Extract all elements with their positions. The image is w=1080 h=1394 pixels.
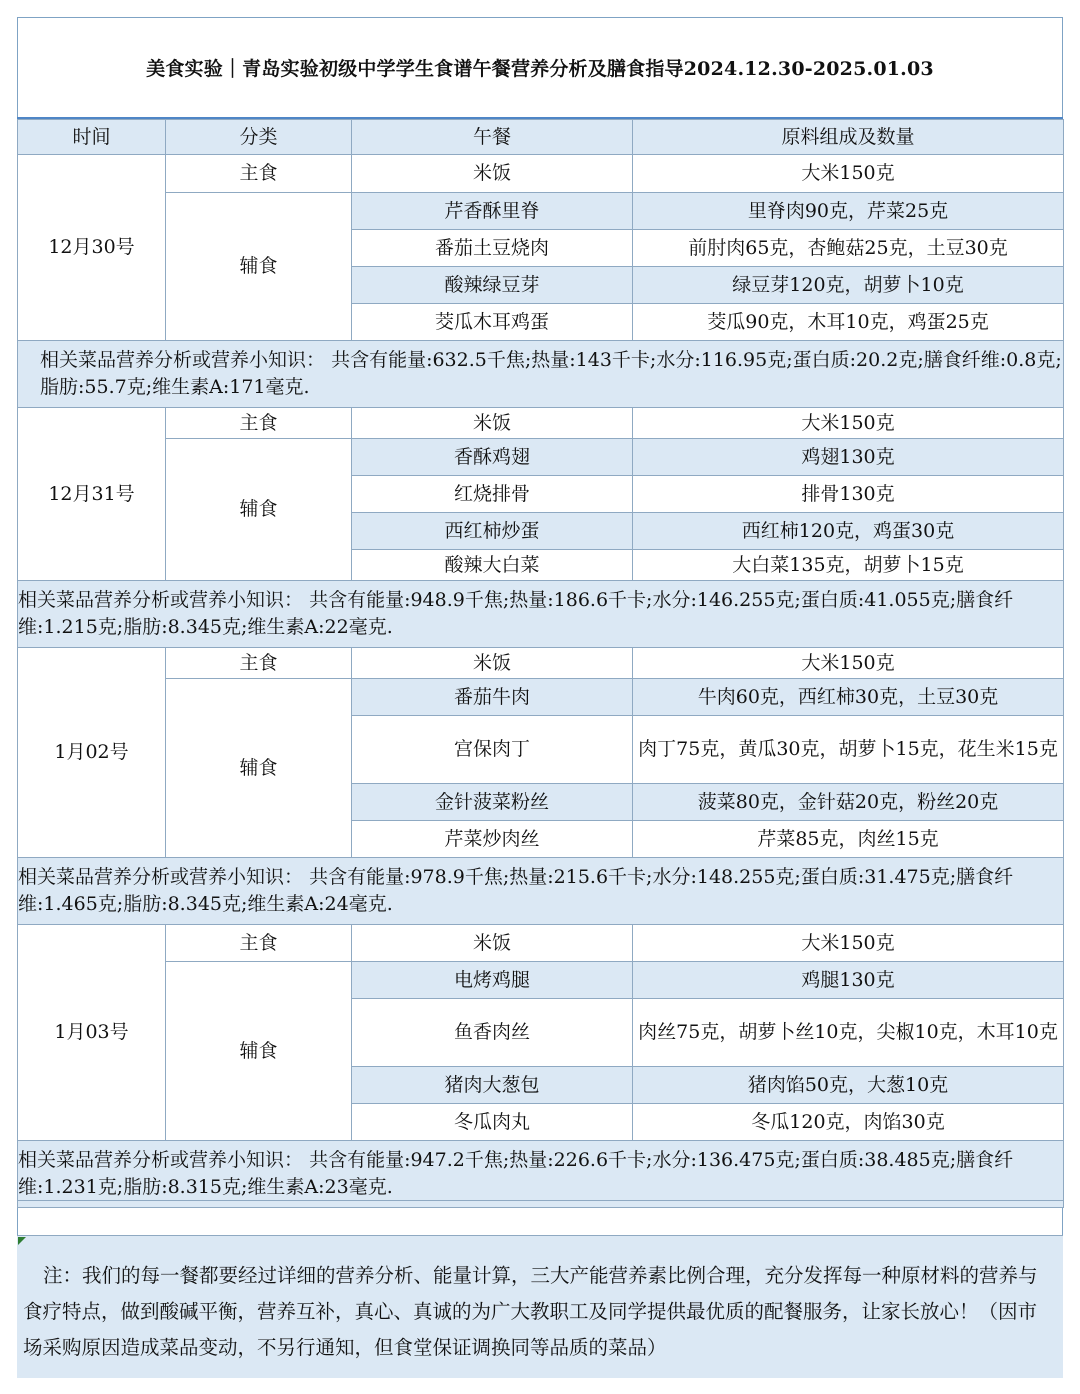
dish-cell: 番茄牛肉 [352, 679, 633, 716]
nutrition-note-row [18, 341, 1064, 408]
table-header-row [18, 120, 1064, 155]
dish-cell: 冬瓜肉丸 [352, 1104, 633, 1141]
dish-cell: 芹香酥里脊 [352, 193, 633, 230]
dish-cell: 米饭 [352, 648, 633, 679]
nutrition-note [18, 1141, 1064, 1208]
header-category: 分类 [166, 120, 352, 155]
ingredients-cell: 鸡翅130克 [633, 439, 1064, 476]
ingredients-cell: 菠菜80克，金针菇20克，粉丝20克 [633, 784, 1064, 821]
page-title: 美食实验｜青岛实验初级中学学生食谱午餐营养分析及膳食指导2024.12.30-2025.01.03 [146, 58, 934, 80]
ingredients-cell: 西红柿120克，鸡蛋30克 [633, 513, 1064, 550]
ingredients-cell: 前肘肉65克，杏鲍菇25克，土豆30克 [633, 230, 1064, 267]
header-lunch: 午餐 [352, 120, 633, 155]
ingredients-cell: 鸡腿130克 [633, 962, 1064, 999]
side-row [18, 193, 1064, 230]
ingredients-cell: 大米150克 [633, 408, 1064, 439]
comment-marker-icon [18, 1237, 26, 1245]
dish-cell: 米饭 [352, 155, 633, 193]
date-cell: 12月31号 [18, 408, 166, 581]
ingredients-cell: 大白菜135克，胡萝卜15克 [633, 550, 1064, 581]
category-cell: 辅食 [166, 679, 352, 858]
nutrition-note-label: 相关菜品营养分析或营养小知识： [18, 1149, 304, 1171]
nutrition-note-label: 相关菜品营养分析或营养小知识： [18, 866, 304, 888]
dish-cell: 宫保肉丁 [352, 716, 633, 784]
ingredients-cell: 芹菜85克，肉丝15克 [633, 821, 1064, 858]
nutrition-note-text: 共含有能量:948.9千焦;热量:186.6千卡;水分:146.255克;蛋白质:41.055克;膳食纤维:1.215克;脂肪:8.345克;维生素A:22毫克. [18, 589, 1014, 638]
dish-cell: 电烤鸡腿 [352, 962, 633, 999]
date-cell: 12月30号 [18, 155, 166, 341]
nutrition-note-text: 共含有能量:978.9千焦;热量:215.6千卡;水分:148.255克;蛋白质:31.475克;膳食纤维:1.465克;脂肪:8.345克;维生素A:24毫克. [18, 866, 1014, 915]
nutrition-note [18, 858, 1064, 925]
ingredients-cell: 大米150克 [633, 925, 1064, 962]
nutrition-note-label: 相关菜品营养分析或营养小知识： [40, 349, 326, 371]
dish-cell: 香酥鸡翅 [352, 439, 633, 476]
category-cell: 主食 [166, 648, 352, 679]
dish-cell: 茭瓜木耳鸡蛋 [352, 304, 633, 341]
nutrition-note [18, 581, 1064, 648]
date-cell: 1月02号 [18, 648, 166, 858]
dish-cell: 番茄土豆烧肉 [352, 230, 633, 267]
nutrition-note-row [18, 858, 1064, 925]
staple-row [18, 648, 1064, 679]
staple-row [18, 925, 1064, 962]
ingredients-cell: 大米150克 [633, 155, 1064, 193]
ingredients-cell: 肉丁75克，黄瓜30克，胡萝卜15克，花生米15克 [633, 716, 1064, 784]
dish-cell: 芹菜炒肉丝 [352, 821, 633, 858]
ingredients-cell: 大米150克 [633, 648, 1064, 679]
staple-row [18, 155, 1064, 193]
ingredients-cell: 冬瓜120克，肉馅30克 [633, 1104, 1064, 1141]
category-cell: 主食 [166, 408, 352, 439]
category-cell: 辅食 [166, 439, 352, 581]
date-cell: 1月03号 [18, 925, 166, 1141]
dish-cell: 鱼香肉丝 [352, 999, 633, 1067]
dish-cell: 红烧排骨 [352, 476, 633, 513]
side-row [18, 962, 1064, 999]
ingredients-cell: 绿豆芽120克，胡萝卜10克 [633, 267, 1064, 304]
category-cell: 主食 [166, 155, 352, 193]
dish-cell: 金针菠菜粉丝 [352, 784, 633, 821]
side-row [18, 439, 1064, 476]
nutrition-note-label: 相关菜品营养分析或营养小知识： [18, 589, 304, 611]
menu-table [17, 119, 1064, 1208]
nutrition-note-row [18, 581, 1064, 648]
staple-row [18, 408, 1064, 439]
dish-cell: 西红柿炒蛋 [352, 513, 633, 550]
dish-cell: 米饭 [352, 925, 633, 962]
dish-cell: 米饭 [352, 408, 633, 439]
footer-note: 注：我们的每一餐都要经过详细的营养分析、能量计算，三大产能营养素比例合理，充分发挥每一种原材料的营养与食疗特点，做到酸碱平衡，营养互补，真心、真诚的为广大教职工及同学提供最优质的配餐服务，让家长放心！（因市场采购原因造成菜品变动，不另行通知，但食堂保证调换同等品质的菜品） [17, 1236, 1063, 1378]
ingredients-cell: 茭瓜90克，木耳10克，鸡蛋25克 [633, 304, 1064, 341]
ingredients-cell: 牛肉60克，西红柿30克，土豆30克 [633, 679, 1064, 716]
ingredients-cell: 猪肉馅50克，大葱10克 [633, 1067, 1064, 1104]
category-cell: 主食 [166, 925, 352, 962]
ingredients-cell: 排骨130克 [633, 476, 1064, 513]
nutrition-note-row [18, 1141, 1064, 1208]
dish-cell: 酸辣绿豆芽 [352, 267, 633, 304]
nutrition-note-text: 共含有能量:947.2千焦;热量:226.6千卡;水分:136.475克;蛋白质:38.485克;膳食纤维:1.231克;脂肪:8.315克;维生素A:23毫克. [18, 1149, 1014, 1198]
dish-cell: 猪肉大葱包 [352, 1067, 633, 1104]
nutrition-note-text: 共含有能量:632.5千焦;热量:143千卡;水分:116.95克;蛋白质:20.2克;膳食纤维:0.8克;脂肪:55.7克;维生素A:171毫克. [40, 349, 1062, 398]
side-row [18, 679, 1064, 716]
dish-cell: 酸辣大白菜 [352, 550, 633, 581]
ingredients-cell: 肉丝75克，胡萝卜丝10克，尖椒10克，木耳10克 [633, 999, 1064, 1067]
category-cell: 辅食 [166, 962, 352, 1141]
header-time: 时间 [18, 120, 166, 155]
category-cell: 辅食 [166, 193, 352, 341]
header-ingredients: 原料组成及数量 [633, 120, 1064, 155]
ingredients-cell: 里脊肉90克，芹菜25克 [633, 193, 1064, 230]
spacer-row [17, 1200, 1063, 1236]
nutrition-note [18, 341, 1064, 408]
